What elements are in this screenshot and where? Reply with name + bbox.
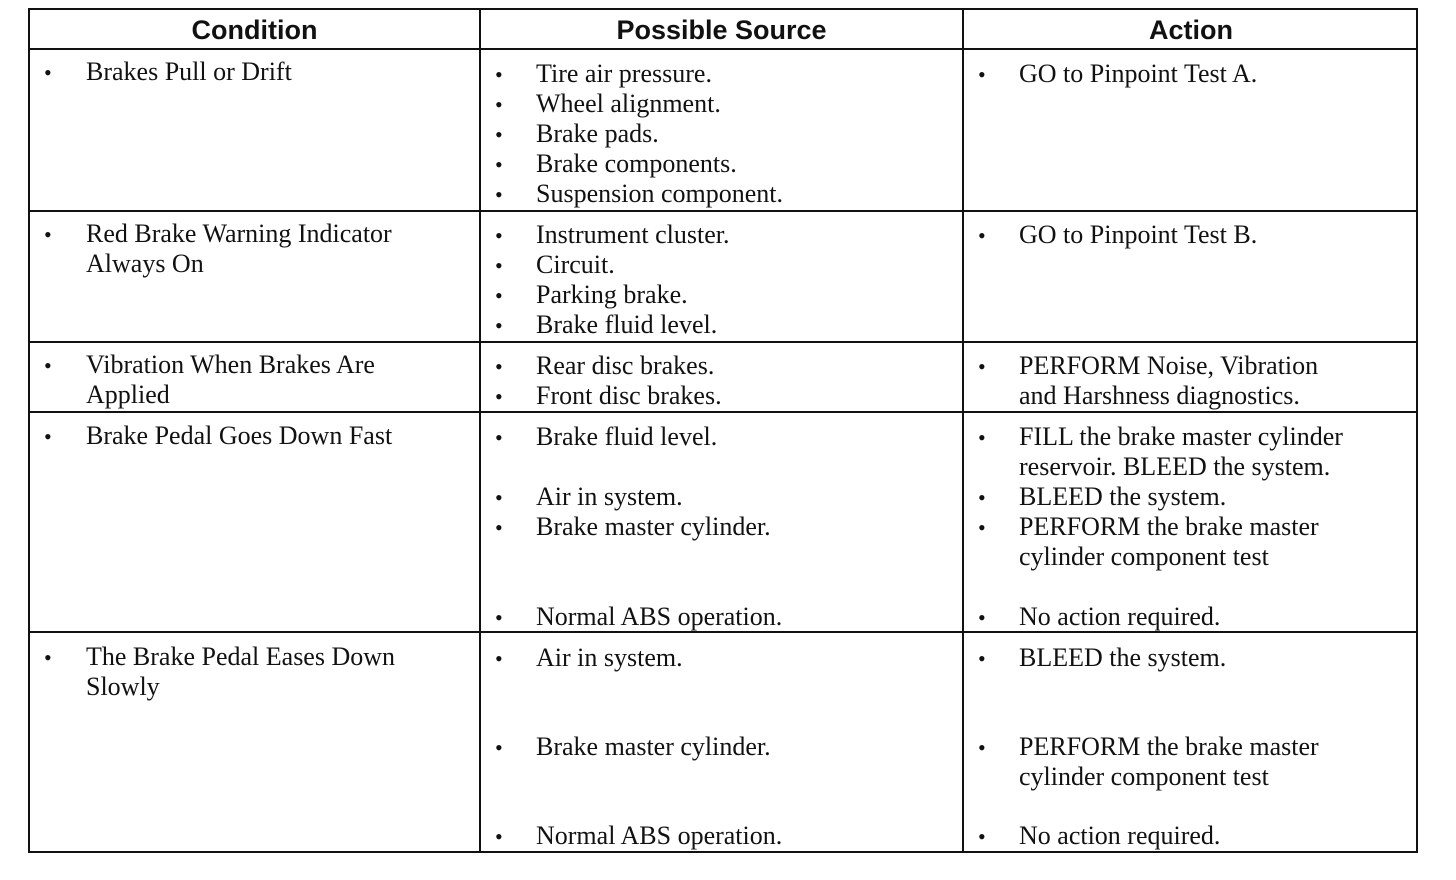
row-divider xyxy=(30,411,1416,413)
source-bullet: • xyxy=(495,283,503,308)
condition-pedal-eases-down-slowly: The Brake Pedal Eases Down Slowly xyxy=(86,642,396,701)
source-item: Front disc brakes. xyxy=(536,381,722,410)
action-item: BLEED the system. xyxy=(1019,482,1227,511)
action-item: No action required. xyxy=(1019,821,1221,850)
source-item: Brake components. xyxy=(536,149,737,178)
action-bullet: • xyxy=(978,354,986,379)
source-bullet: • xyxy=(495,485,503,510)
action-bullet: • xyxy=(978,824,986,849)
action-item: FILL the brake master cylinder reservoir. BLEED the system. xyxy=(1019,422,1343,481)
condition-red-brake-warning: Red Brake Warning Indicator Always On xyxy=(86,219,392,278)
header-action: Action xyxy=(1149,14,1233,45)
source-bullet: • xyxy=(495,182,503,207)
condition-pedal-goes-down-fast: Brake Pedal Goes Down Fast xyxy=(86,421,393,450)
source-bullet: • xyxy=(495,223,503,248)
source-item: Circuit. xyxy=(536,250,615,279)
column-divider xyxy=(479,10,481,851)
source-item: Air in system. xyxy=(536,482,683,511)
source-bullet: • xyxy=(495,646,503,671)
column-divider xyxy=(962,10,964,851)
action-item: No action required. xyxy=(1019,602,1221,631)
source-bullet: • xyxy=(495,605,503,630)
condition-vibration: Vibration When Brakes Are Applied xyxy=(86,350,375,409)
source-item: Brake fluid level. xyxy=(536,310,718,339)
source-item: Brake fluid level. xyxy=(536,422,718,451)
source-bullet: • xyxy=(495,384,503,409)
source-item: Tire air pressure. xyxy=(536,59,712,88)
source-bullet: • xyxy=(495,354,503,379)
row-divider xyxy=(30,341,1416,343)
source-item: Instrument cluster. xyxy=(536,220,730,249)
action-item: PERFORM the brake master cylinder component test xyxy=(1019,512,1319,571)
action-bullet: • xyxy=(978,223,986,248)
action-bullet: • xyxy=(978,425,986,450)
action-item: PERFORM the brake master cylinder component test xyxy=(1019,732,1319,791)
action-bullet: • xyxy=(978,62,986,87)
condition-bullet: • xyxy=(44,424,52,449)
source-bullet: • xyxy=(495,735,503,760)
header-possible-source: Possible Source xyxy=(616,14,827,45)
source-item: Wheel alignment. xyxy=(536,89,721,118)
header-condition: Condition xyxy=(191,14,318,45)
source-item: Suspension component. xyxy=(536,179,783,208)
source-item: Brake pads. xyxy=(536,119,659,148)
diagnosis-table xyxy=(28,8,1418,853)
condition-brakes-pull-or-drift: Brakes Pull or Drift xyxy=(86,57,292,86)
source-bullet: • xyxy=(495,152,503,177)
row-divider xyxy=(30,210,1416,212)
source-bullet: • xyxy=(495,62,503,87)
source-bullet: • xyxy=(495,824,503,849)
condition-bullet: • xyxy=(44,60,52,85)
source-item: Brake master cylinder. xyxy=(536,512,771,541)
condition-bullet: • xyxy=(44,353,52,378)
source-item: Normal ABS operation. xyxy=(536,821,783,850)
action-bullet: • xyxy=(978,485,986,510)
condition-bullet: • xyxy=(44,222,52,247)
action-bullet: • xyxy=(978,605,986,630)
action-item: BLEED the system. xyxy=(1019,643,1227,672)
source-bullet: • xyxy=(495,253,503,278)
source-item: Normal ABS operation. xyxy=(536,602,783,631)
action-item: GO to Pinpoint Test B. xyxy=(1019,220,1258,249)
source-item: Air in system. xyxy=(536,643,683,672)
source-bullet: • xyxy=(495,122,503,147)
condition-bullet: • xyxy=(44,645,52,670)
source-bullet: • xyxy=(495,92,503,117)
source-item: Parking brake. xyxy=(536,280,688,309)
source-bullet: • xyxy=(495,425,503,450)
source-item: Rear disc brakes. xyxy=(536,351,715,380)
source-bullet: • xyxy=(495,313,503,338)
action-bullet: • xyxy=(978,515,986,540)
action-item: PERFORM Noise, Vibration and Harshness diagnostics. xyxy=(1019,351,1319,410)
source-bullet: • xyxy=(495,515,503,540)
source-item: Brake master cylinder. xyxy=(536,732,771,761)
action-bullet: • xyxy=(978,735,986,760)
action-item: GO to Pinpoint Test A. xyxy=(1019,59,1258,88)
action-bullet: • xyxy=(978,646,986,671)
